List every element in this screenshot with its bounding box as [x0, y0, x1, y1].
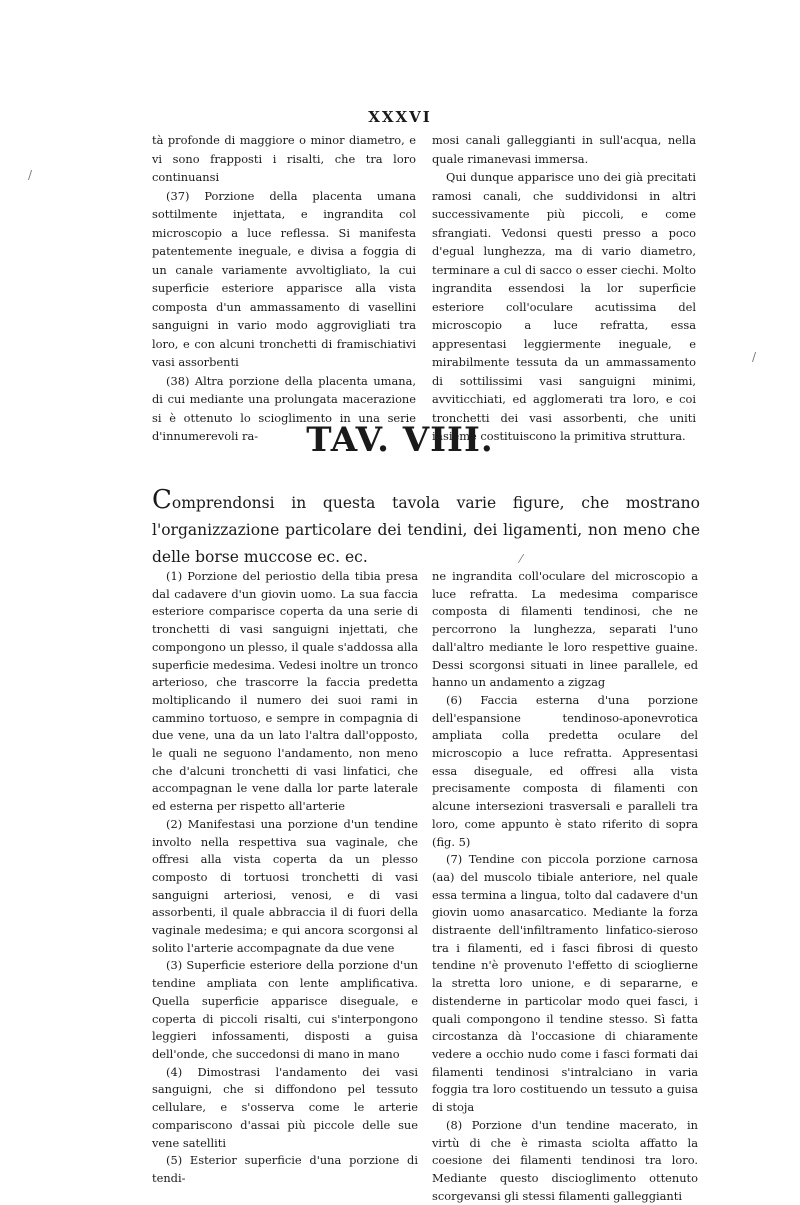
paper-speck: /: [28, 168, 33, 182]
paragraph: tà profonde di maggiore o minor diametro, e vi sono frapposti i risalti, che tra loro continuansi: [152, 133, 416, 184]
drop-cap: C: [152, 485, 172, 515]
paragraph: (3) Superficie esteriore della porzione d'un tendine ampliata con lente amplificativa. Quella superficie apparisce diseguale, e coperta di piccoli risalti, cui s'interpongono leggieri infossamenti, disposti a guisa dell'onde, che succedonsi di mano in mano: [152, 958, 418, 1061]
top-right-column: [432, 131, 696, 446]
paragraph: (37) Porzione della placenta umana sottilmente injettata, e ingrandita col microscopio a luce reflessa. Si manifesta patentemente ineguale, e divisa a foggia di un canale variamente avvoltigliato, la cui superficie esteriore apparisce alla vista composta d'un ammassamento di vasellini sanguigni in vario modo aggrovigliati tra loro, e con alcuni tronchetti di framischiativi vasi assorbenti: [152, 188, 416, 369]
intro-text: omprendonsi in questa tavola varie figure, che mostrano l'organizzazione particolare dei tendini, dei ligamenti, non meno che delle borse muccose ec. ec.: [152, 494, 700, 566]
paragraph: (5) Esterior superficie d'una porzione di tendi-: [152, 1153, 418, 1185]
paragraph: (4) Dimostrasi l'andamento dei vasi sanguigni, che si diffondono pel tessuto cellulare, e s'osserva come le arterie compariscono d'assai più piccole delle sue vene satelliti: [152, 1064, 418, 1150]
paragraph: mosi canali galleggianti in sull'acqua, nella quale rimanevasi immersa.: [432, 133, 696, 166]
paragraph: (7) Tendine con piccola porzione carnosa (aa) del muscolo tibiale anteriore, nel quale essa termina a lingua, tolto dal cadavere d'un giovin uomo anasarcatico. Mediante la forza distraente dell'infiltramento linfatico-sieroso tra i filamenti, ed i fasci fibrosi di questo tendine n'è provenuto l'effetto di scioglierne la stretta loro unione, e di separarne, e distenderne in particolar modo quei fasci, i quali compongono il tendine stesso. Sì fatta circostanza dà l'occasione di chiaramente vedere a occhio nudo come i fasci formati dai filamenti tendinosi s'intralciano in varia foggia tra loro costituendo un tessuto a guisa di stoja: [432, 852, 698, 1115]
paragraph: Qui dunque apparisce uno dei già precitati ramosi canali, che suddividonsi in altri successivamente più piccoli, e come sfrangiati. Vedonsi questi presso a poco d'egual lunghezza, ma di vario diametro, terminare a cul di sacco o esser ciechi. Molto ingrandita essendosi la lor superficie esteriore coll'oculare acutissima del microscopio a luce refratta, essa appresentasi leggiermente ineguale, e mirabilmente tessuta da un ammassamento di sottilissimi vasi sanguigni minimi, avviticchiati, ed agglomerati tra loro, e coi tronchetti dei vasi assorbenti, che uniti insieme costituiscono la primitiva struttura.: [432, 170, 696, 443]
paragraph: (8) Porzione d'un tendine macerato, in virtù di che è rimasta sciolta affatto la coesione dei filamenti tendinosi tra loro. Mediante questo discioglimento ottenuto scorgevansi gli stessi filamenti galleggianti: [432, 1117, 698, 1203]
paper-speck: ⁄: [520, 552, 523, 566]
plate-title: TAV. VIII.: [306, 420, 494, 460]
page-number: XXXVI: [368, 108, 432, 126]
paper-speck: /: [752, 350, 757, 364]
bottom-left-column: [152, 568, 418, 1188]
bottom-right-column: [432, 568, 698, 1205]
paragraph: (2) Manifestasi una porzione d'un tendine involto nella respettiva sua vaginale, che offresi alla vista coperta da un plesso composto di tortuosi tronchetti di vasi sanguigni arteriosi, venosi, e di vasi assorbenti, il quale abbraccia il di fuori della vaginale medesima; e qui ancora scorgonsi al solito l'arterie accompagnate da due vene: [152, 816, 418, 955]
top-left-column: [152, 131, 416, 446]
paragraph: (1) Porzione del periostio della tibia presa dal cadavere d'un giovin uomo. La sua faccia esteriore comparisce coperta da una serie di tronchetti di vasi sanguigni injettati, che compongono un plesso, il quale s'addossa alla superficie medesima. Vedesi inoltre un tronco arterioso, che trascorre la faccia predetta moltiplicando il numero dei suoi rami in cammino tortuoso, e sempre in compagnia di due vene, una da un lato l'altra dall'opposto, le quali ne seguono l'andamento, non meno che d'alcuni tronchetti di vasi linfatici, che accompagnan le vene dalla lor parte laterale ed esterna per rispetto all'arterie: [152, 569, 418, 814]
paragraph: (6) Faccia esterna d'una porzione dell'espansione tendinoso-aponevrotica ampliata colla predetta oculare del microscopio a luce refratta. Appresentasi essa diseguale, ed offresi alla vista precisamente composta di filamenti con alcune intersezioni trasversali e paralleli tra loro, come appunto è stato riferito di sopra (fig. 5): [432, 692, 698, 849]
paragraph: ne ingrandita coll'oculare del microscopio a luce refratta. La medesima comparisce composta di filamenti tendinosi, che ne percorrono la lunghezza, separati l'uno dall'altro mediante le loro respettive guaine. Dessi scorgonsi situati in linee parallele, ed hanno un andamento a zigzag: [432, 569, 698, 690]
plate-introduction: [152, 485, 700, 571]
paragraph: (38) Altra porzione della placenta umana, di cui mediante una prolungata macerazione si è ottenuto lo scioglimento in una serie d'innumerevoli ra-: [152, 373, 416, 443]
